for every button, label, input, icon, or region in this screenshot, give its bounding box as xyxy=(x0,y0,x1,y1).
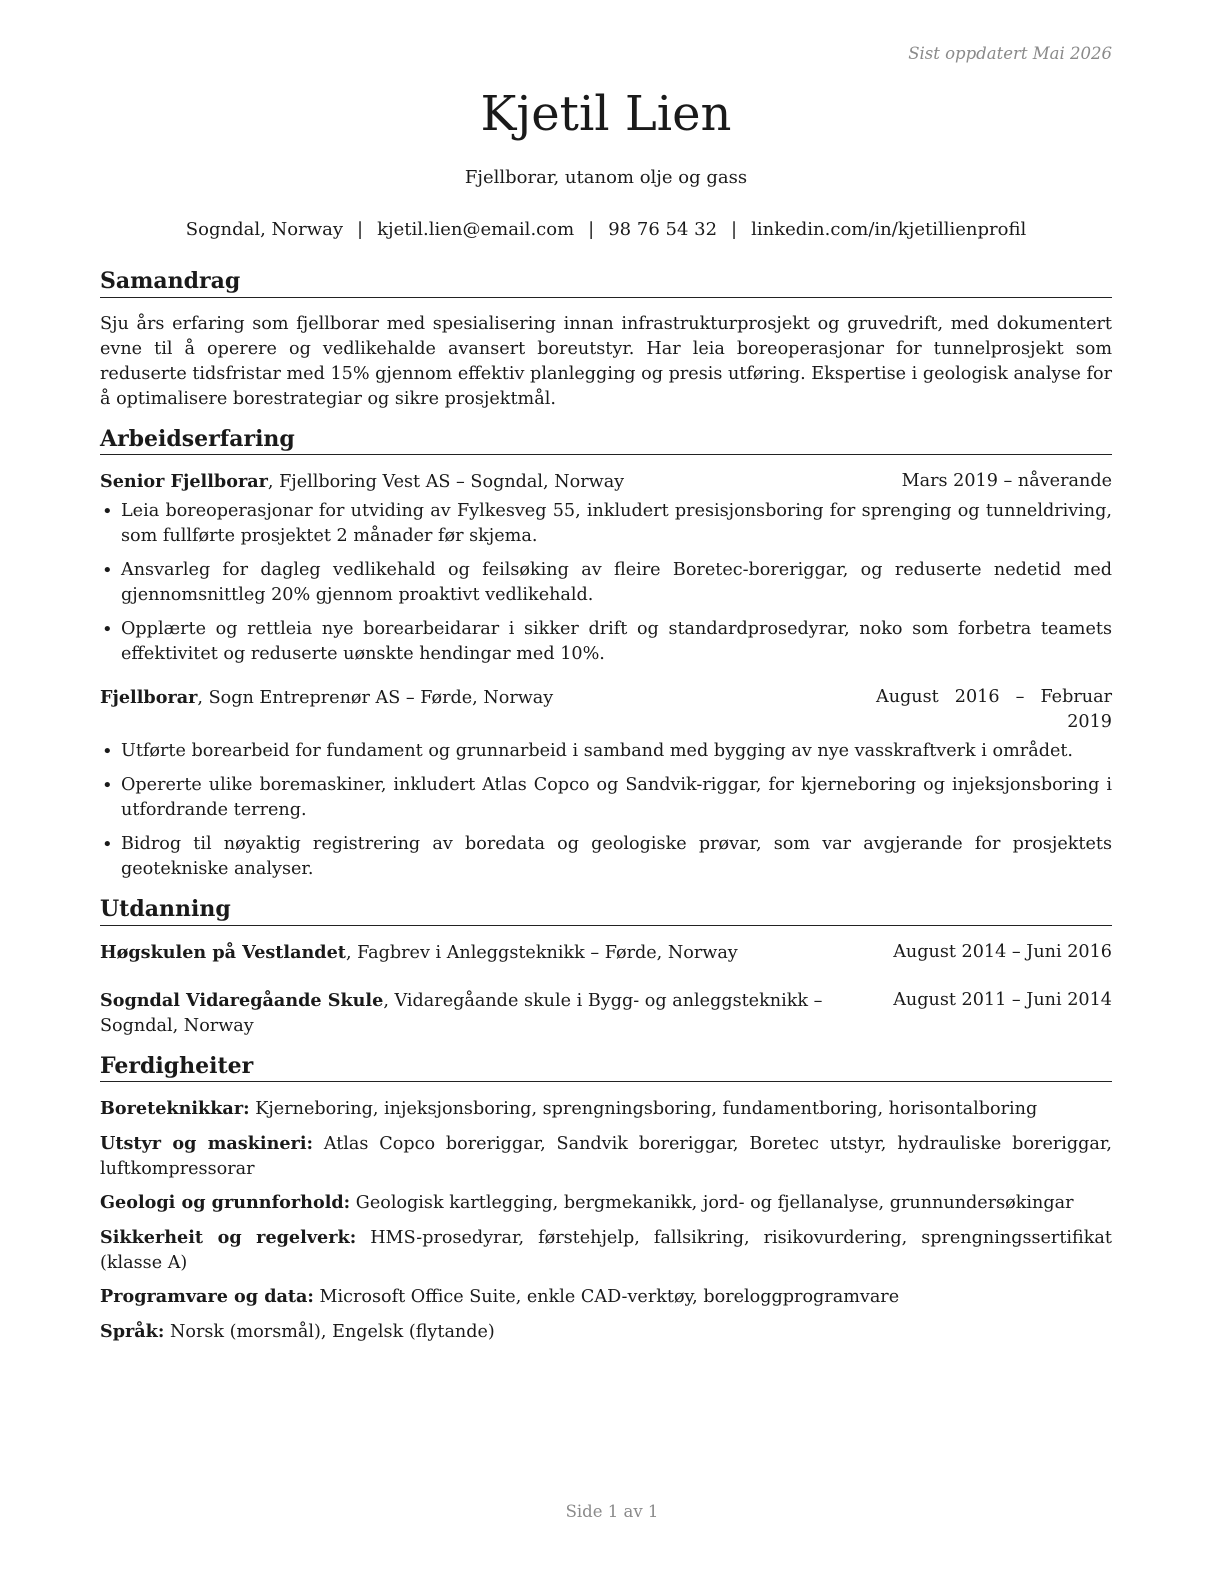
skills-list xyxy=(100,1096,1112,1345)
education-entry xyxy=(100,988,1112,1039)
contact-email[interactable]: kjetil.lien@email.com xyxy=(377,219,575,240)
section-title-summary: Samandrag xyxy=(100,268,1112,298)
skill-row xyxy=(100,1319,1112,1345)
job-bullets xyxy=(100,739,1112,882)
skill-label: Språk: xyxy=(100,1320,165,1342)
skill-row xyxy=(100,1096,1112,1122)
contact-line xyxy=(100,219,1112,240)
section-title-education: Utdanning xyxy=(100,896,1112,926)
list-item: • Leia boreoperasjonar for utviding av Fylkesveg 55, inkludert presisjonsboring for sprenging og tunneldriving, som fullførte prosjektet 2 månader før skjema. xyxy=(100,499,1112,549)
skill-row xyxy=(100,1284,1112,1310)
school-name: Høgskulen på Vestlandet xyxy=(100,941,346,963)
skill-value: HMS-prosedyrar, førstehjelp, fallsikring, risikovurdering, sprengningssertifikat (klasse A) xyxy=(100,1227,1112,1273)
contact-phone[interactable]: 98 76 54 32 xyxy=(608,219,718,240)
education-dates: August 2011 – Juni 2014 xyxy=(893,989,1112,1010)
resume-body xyxy=(100,268,1112,1353)
job-header xyxy=(100,469,1112,495)
contact-separator: | xyxy=(731,219,738,240)
skill-label: Geologi og grunnforhold: xyxy=(100,1192,351,1213)
skill-value: Norsk (morsmål), Engelsk (flytande) xyxy=(164,1321,495,1342)
school-name: Sogndal Vidaregåande Skule xyxy=(100,989,384,1011)
last-updated: Sist oppdatert Mai 2026 xyxy=(908,44,1112,63)
skill-row xyxy=(100,1131,1112,1182)
skill-value: Geologisk kartlegging, bergmekanikk, jord- og fjellanalyse, grunnundersøkingar xyxy=(350,1193,1074,1213)
job-bullets xyxy=(100,499,1112,667)
skill-value: Atlas Copco boreriggar, Sandvik boreriggar, Boretec utstyr, hydrauliske boreriggar, luftkompressorar xyxy=(100,1133,1112,1179)
candidate-name: Kjetil Lien xyxy=(480,86,732,142)
job-details: , Fjellboring Vest AS – Sogndal, Norway xyxy=(267,472,625,492)
job-role: Fjellborar xyxy=(100,687,198,708)
summary-text: Sju års erfaring som fjellborar med spesialisering innan infrastrukturprosjekt og gruvedrift, med dokumentert evne til å operere og vedlikehalde avansert boreutstyr. Har leia boreoperasjonar for tunnelprosjekt som reduserte tidsfristar med 15% gjennom effektiv planlegging og presis utføring. Ekspertise i geologisk analyse for å optimalisere borestrategiar og sikre prosjektmål. xyxy=(100,313,1112,409)
education-entry xyxy=(100,940,1112,966)
skill-row xyxy=(100,1225,1112,1276)
education-details: , Fagbrev i Anleggsteknikk – Førde, Norway xyxy=(345,942,738,963)
skill-label: Sikkerheit og regelverk: xyxy=(100,1226,357,1248)
job-details: , Sogn Entreprenør AS – Førde, Norway xyxy=(197,688,554,708)
skill-row xyxy=(100,1190,1112,1216)
education-details: , Vidaregåande skule i Bygg- og anleggsteknikk – Sogndal, Norway xyxy=(100,990,823,1036)
job-dates: August 2016 – Februar 2019 xyxy=(876,687,1112,732)
list-item: • Ansvarleg for dagleg vedlikehald og feilsøking av fleire Boretec-boreriggar, og reduserte nedetid med gjennomsnittleg 20% gjennom proaktivt vedlikehald. xyxy=(100,558,1112,608)
list-item: • Opplærte og rettleia nye borearbeidarar i sikker drift og standardprosedyrar, noko som forbetra teamets effektivitet og reduserte uønskte hendingar med 10%. xyxy=(100,617,1112,667)
job-dates: Mars 2019 – nåverande xyxy=(901,471,1112,491)
skill-label: Boreteknikkar: xyxy=(100,1098,250,1119)
contact-location: Sogndal, Norway xyxy=(185,219,344,240)
job-header xyxy=(100,685,1112,735)
contact-linkedin[interactable]: linkedin.com/in/kjetillienprofil xyxy=(751,219,1027,240)
page-number: Side 1 av 1 xyxy=(565,1502,659,1521)
skill-value: Microsoft Office Suite, enkle CAD-verktøy, boreloggprogramvare xyxy=(313,1287,900,1307)
skill-label: Programvare og data: xyxy=(100,1286,314,1307)
section-title-experience: Arbeidserfaring xyxy=(100,426,1112,456)
list-item: • Bidrog til nøyaktig registrering av boredata og geologiske prøvar, som var avgjerande for prosjektets geotekniske analyser. xyxy=(100,832,1112,882)
candidate-title: Fjellborar, utanom olje og gass xyxy=(464,167,748,188)
job-role: Senior Fjellborar xyxy=(100,471,268,492)
skill-value: Kjerneboring, injeksjonsboring, sprengningsboring, fundamentboring, horisontalboring xyxy=(249,1099,1038,1119)
contact-separator: | xyxy=(588,219,595,240)
section-title-skills: Ferdigheiter xyxy=(100,1053,1112,1083)
skill-label: Utstyr og maskineri: xyxy=(100,1132,313,1154)
list-item: • Utførte borearbeid for fundament og grunnarbeid i samband med bygging av nye vasskraftverk i området. xyxy=(100,739,1112,764)
contact-separator: | xyxy=(357,219,364,240)
education-dates: August 2014 – Juni 2016 xyxy=(893,941,1112,962)
list-item: • Opererte ulike boremaskiner, inkludert Atlas Copco og Sandvik-riggar, for kjerneboring og injeksjonsboring i utfordrande terreng. xyxy=(100,773,1112,823)
